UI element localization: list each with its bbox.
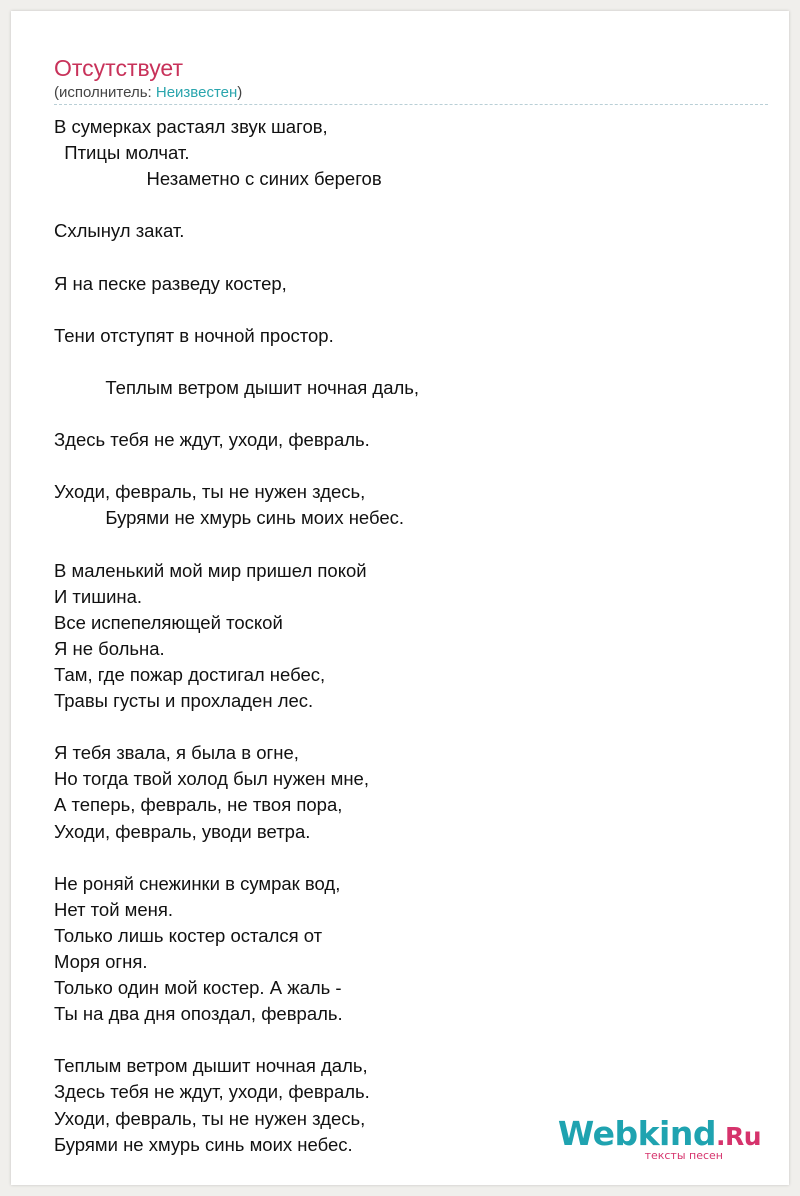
lyric-line: Уходи, февраль, ты не нужен здесь, — [54, 481, 366, 503]
lyrics-text — [54, 114, 768, 1158]
lyric-line: Здесь тебя не ждут, уходи, февраль. — [54, 429, 370, 451]
logo-tld: .Ru — [715, 1122, 761, 1151]
lyric-line — [54, 349, 768, 375]
lyric-line — [54, 297, 768, 323]
lyric-line: Только лишь костер остался от — [54, 924, 323, 946]
artist-suffix: ) — [237, 84, 243, 101]
lyric-line: Ты на два дня опоздал, февраль. — [54, 1003, 343, 1025]
lyric-line: Незаметно с синих берегов — [54, 168, 382, 190]
title-divider — [54, 104, 768, 105]
lyric-line: Я тебя звала, я была в огне, — [54, 742, 299, 764]
lyric-line: Бурями не хмурь синь моих небес. — [54, 507, 405, 529]
lyric-line: Я на песке разведу костер, — [54, 272, 287, 294]
lyric-line: Травы густы и прохладен лес. — [54, 690, 314, 712]
page-sheet — [11, 11, 789, 1185]
lyric-line: И тишина. — [54, 585, 143, 607]
lyric-line: Там, где пожар достигал небес, — [54, 663, 326, 685]
lyric-line: Но тогда твой холод был нужен мне, — [54, 768, 369, 790]
lyric-line — [54, 845, 768, 871]
lyric-line — [54, 401, 768, 427]
artist-link[interactable]: Неизвестен — [155, 84, 238, 101]
lyric-line: Все испепеляющей тоской — [54, 611, 283, 633]
artist-line — [54, 83, 242, 103]
lyric-line: Только один мой костер. А жаль - — [54, 977, 342, 999]
lyric-line — [54, 453, 768, 479]
lyric-line: В маленький мой мир пришел покой — [54, 559, 367, 581]
lyric-line: Теплым ветром дышит ночная даль, — [54, 1055, 368, 1077]
lyric-line: Уходи, февраль, уводи ветра. — [54, 820, 311, 842]
lyric-line: Бурями не хмурь синь моих небес. — [54, 1133, 353, 1155]
lyric-line: Теплым ветром дышит ночная даль, — [54, 376, 420, 398]
lyric-line — [54, 532, 768, 558]
song-title: Отсутствует — [54, 55, 183, 81]
lyric-line: Моря огня. — [54, 951, 148, 972]
lyric-line: Я не больна. — [54, 637, 165, 659]
lyric-line — [54, 1027, 768, 1053]
logo-tagline: тексты песен — [644, 1149, 723, 1162]
site-logo[interactable] — [557, 1114, 761, 1162]
artist-prefix: (исполнитель: — [54, 84, 156, 101]
lyric-line — [54, 714, 768, 740]
lyric-line: Нет той меня. — [54, 898, 174, 920]
lyric-line — [54, 192, 768, 218]
lyric-line: Уходи, февраль, ты не нужен здесь, — [54, 1107, 366, 1129]
lyric-line: Не роняй снежинки в сумрак вод, — [54, 872, 341, 894]
lyric-line: Тени отступят в ночной простор. — [54, 324, 334, 346]
lyric-line: Здесь тебя не ждут, уходи, февраль. — [54, 1081, 370, 1103]
lyric-line: В сумерках растаял звук шагов, — [54, 116, 328, 137]
lyric-line: Схлынул закат. — [54, 220, 185, 242]
lyric-line: Птицы молчат. — [54, 142, 190, 164]
logo-main: Webkind — [557, 1114, 716, 1153]
lyric-line — [54, 244, 768, 270]
lyric-line: А теперь, февраль, не твоя пора, — [54, 794, 343, 816]
